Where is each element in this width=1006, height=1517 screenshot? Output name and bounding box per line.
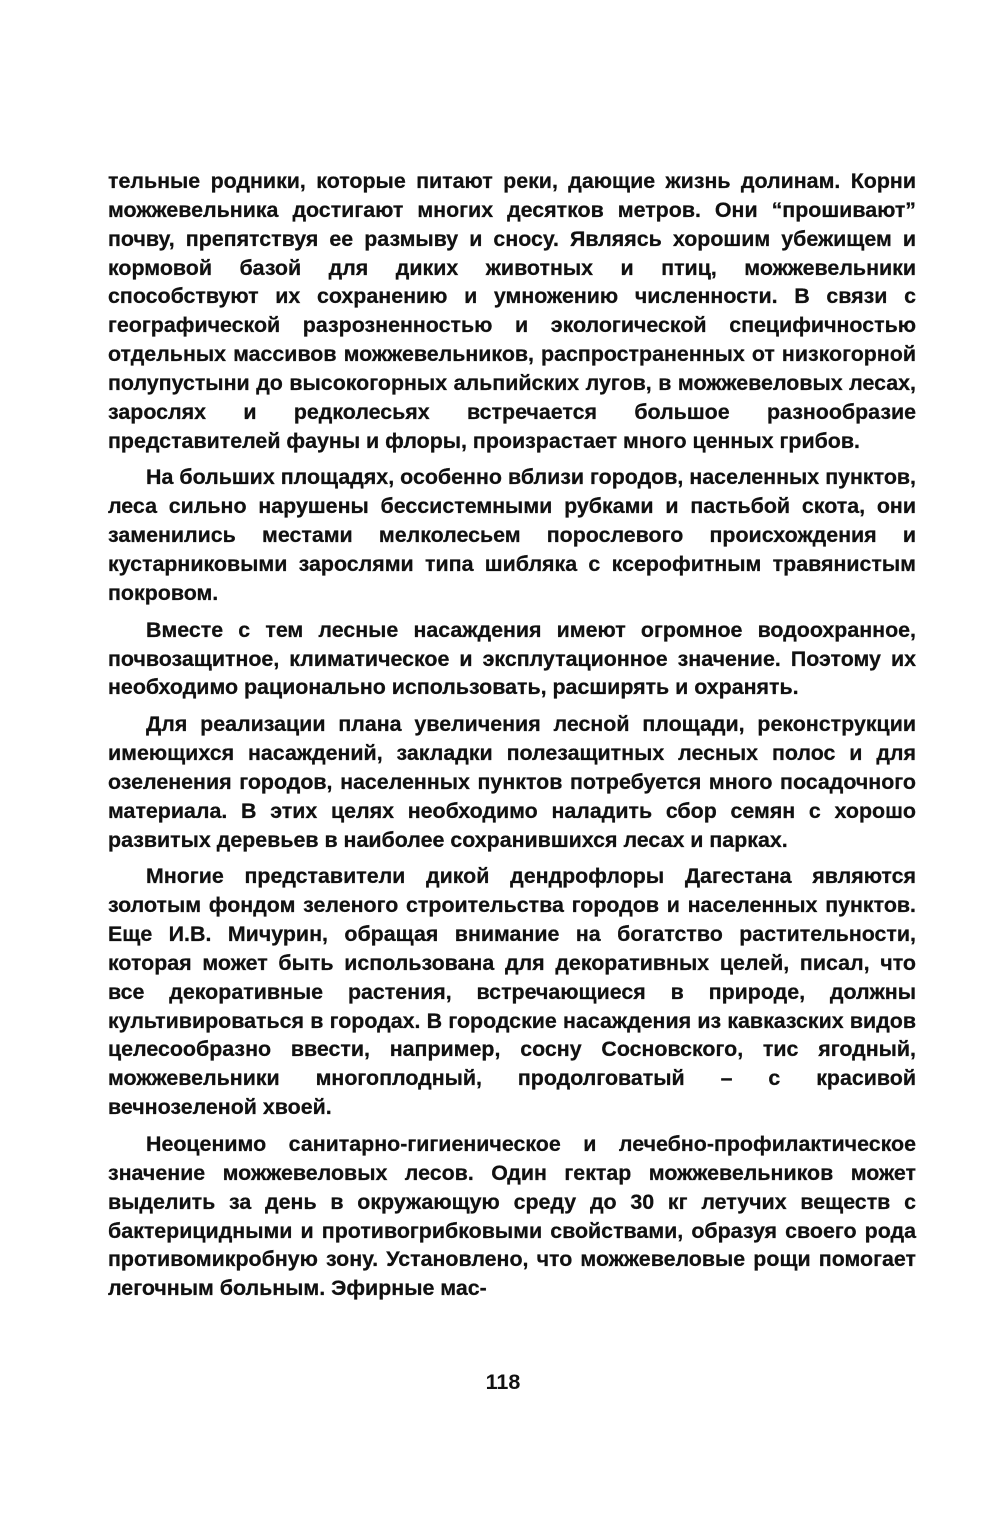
paragraph: Многие представители дикой дендрофлоры Дагестана являются золотым фондом зеленого строительства городов и населенных пунктов. Еще И.В. Мичурин, обращая внимание на богатство растительности, которая может быть использована для декоративных целей, писал, что все декоративные растения, встречающиеся в природе, должны культивироваться в городах. В городские насаждения из кавказских видов целесообразно ввести, например, сосну Сосновского, тис ягодный, можжевельники многоплодный, продолговатый – с красивой вечнозеленой хвоей. — [108, 864, 916, 1120]
paragraph-continuation: тельные родники, которые питают реки, дающие жизнь долинам. Корни можжевельника достигают многих десятков метров. Они “прошивают” почву, препятствуя ее размыву и сносу. Являясь хорошим убежищем и кормовой базой для диких животных и птиц, можжевельники способствуют их сохранению и умножению численности. В связи с географической разрозненностью и экологической специфичностью отдельных массивов можжевельников, распространенных от низкогорной полупустыни до высокогорных альпийских лугов, в можжевеловых лесах, зарослях и редколесьях встречается большое разнообразие представителей фауны и флоры, произрастает много ценных грибов. — [108, 169, 916, 453]
paragraph: Неоценимо санитарно-гигиеническое и лечебно-профилактическое значение можжевеловых лесов. Один гектар можжевельников может выделить за день в окружающую среду до 30 кг летучих веществ с бактерицидными и противогрибковыми свойствами, образуя своего рода противомикробную зону. Установлено, что можжевеловые рощи помогает легочным больным. Эфирные мас- — [108, 1132, 916, 1301]
body-text — [108, 167, 916, 1303]
page-number: 118 — [485, 1370, 521, 1394]
paragraph: На больших площадях, особенно вблизи городов, населенных пунктов, леса сильно нарушены бессистемными рубками и пастьбой скота, они заменились местами мелколесьем порослевого происхождения и кустарниковыми зарослями типа шибляка с ксерофитным травянистым покровом. — [108, 465, 916, 605]
paragraph: Вместе с тем лесные насаждения имеют огромное водоохранное, почвозащитное, климатическое и эксплутационное значение. Поэтому их необходимо рационально использовать, расширять и охранять. — [108, 617, 916, 700]
paragraph: Для реализации плана увеличения лесной площади, реконструкции имеющихся насаждений, закладки полезащитных лесных полос и для озеленения городов, населенных пунктов потребуется много посадочного материала. В этих целях необходимо наладить сбор семян с хорошо развитых деревьев в наиболее сохранившихся лесах и парках. — [108, 712, 916, 852]
